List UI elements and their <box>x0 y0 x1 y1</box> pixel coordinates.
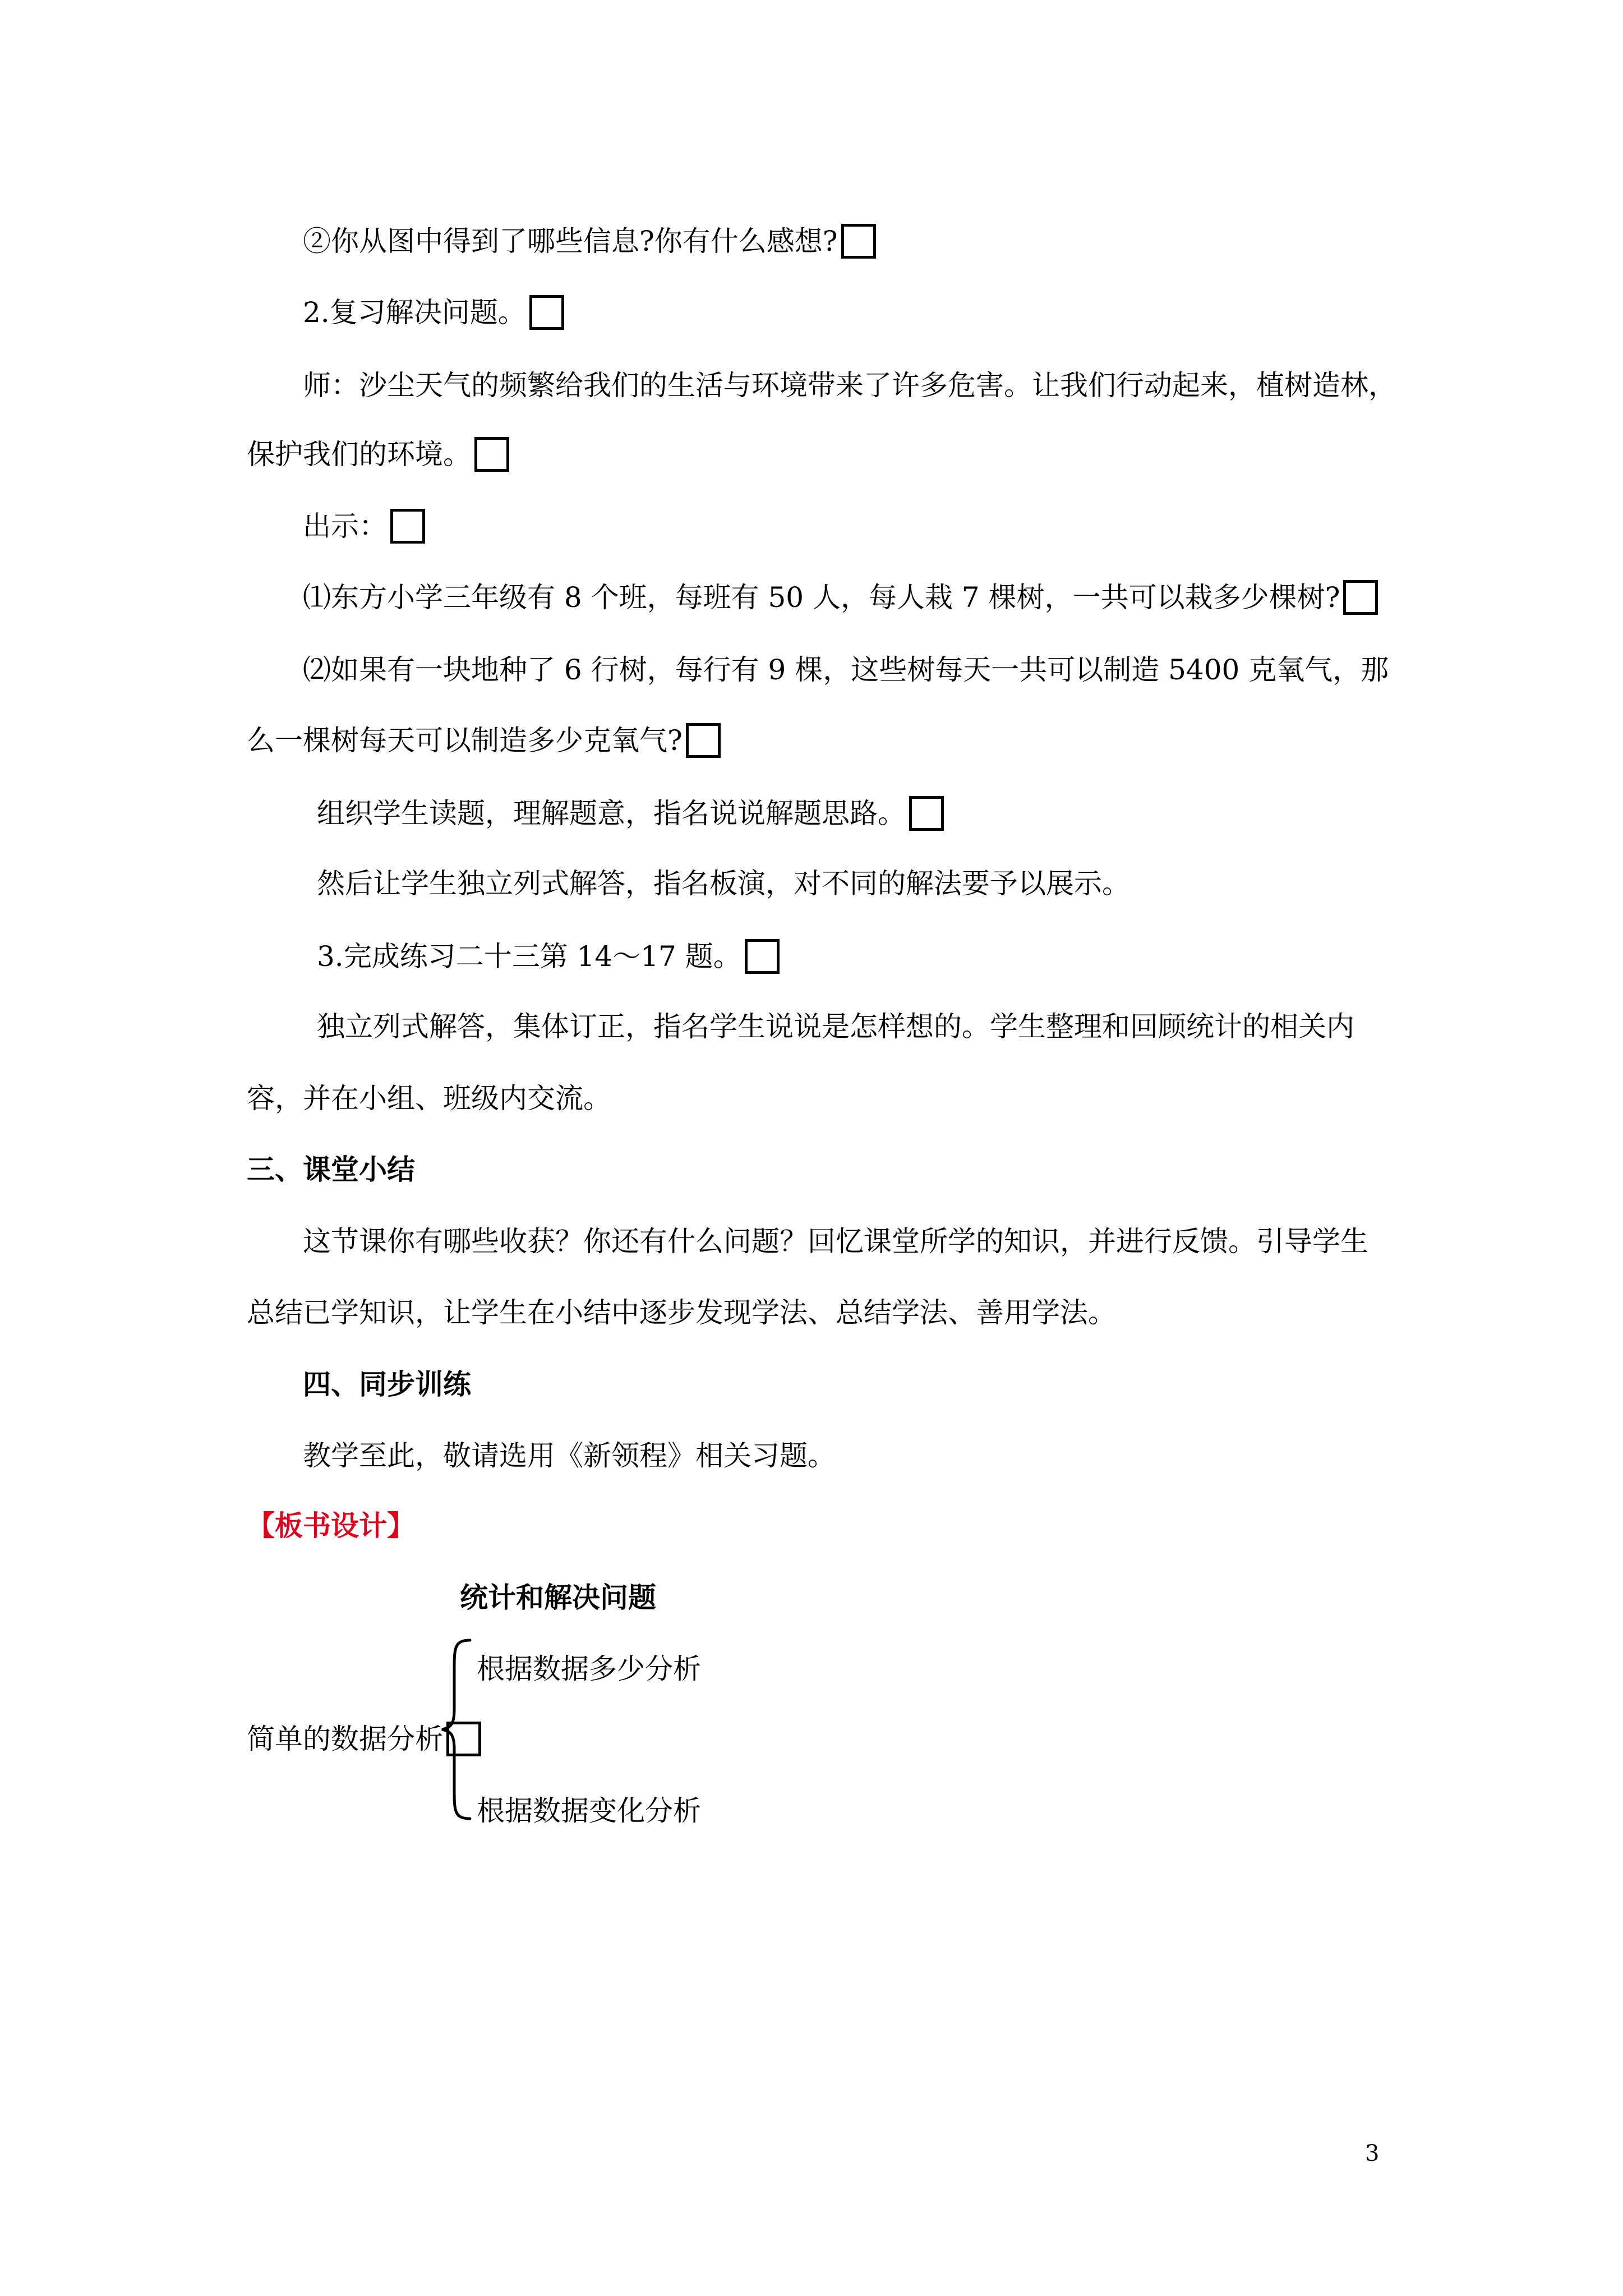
board-design-heading: 【板书设计】 <box>247 1509 415 1542</box>
text-line <box>247 724 721 760</box>
text-line <box>317 940 780 976</box>
line-text: 组织学生读题，理解题意，指名说说解题思路。 <box>317 797 906 830</box>
text-line <box>317 1010 1354 1043</box>
line-text: 保护我们的环境。 <box>247 438 471 471</box>
line-text: 3.完成练习二十三第 14～17 题。 <box>317 940 741 973</box>
line-text: 么一棵树每天可以制造多少克氧气? <box>247 724 683 757</box>
text-line: 教学至此，敬请选用《新领程》相关习题。 <box>303 1439 836 1472</box>
line-text: ⑴东方小学三年级有 8 个班，每班有 50 人，每人栽 7 棵树，一共可以栽多少棵树? <box>303 581 1340 614</box>
section-heading-summary: 三、课堂小结 <box>247 1153 415 1186</box>
page-number: 3 <box>1365 2141 1380 2166</box>
text-line <box>247 438 509 474</box>
line-text: ②你从图中得到了哪些信息?你有什么感想? <box>303 225 838 257</box>
board-left-text: 简单的数据分析 <box>247 1723 443 1755</box>
placeholder-box <box>745 939 780 974</box>
text-line <box>303 509 425 546</box>
text-line: 总结已学知识，让学生在小结中逐步发现学法、总结学法、善用学法。 <box>247 1296 1116 1329</box>
text-line <box>303 296 564 332</box>
placeholder-box <box>390 509 425 544</box>
text-line <box>247 1082 611 1115</box>
line-text: 出示： <box>303 510 387 542</box>
text-line <box>317 797 944 833</box>
text-line <box>303 369 1396 402</box>
board-branch-bottom: 根据数据变化分析 <box>477 1795 701 1827</box>
placeholder-box <box>1343 580 1378 615</box>
line-text: 独立列式解答，集体订正，指名学生说说是怎样想的。学生整理和回顾统计的相关内 <box>317 1010 1354 1043</box>
line-text: 2.复习解决问题。 <box>303 296 526 329</box>
line-text: 容，并在小组、班级内交流。 <box>247 1082 611 1115</box>
line-text: 然后让学生独立列式解答，指名板演，对不同的解法要予以展示。 <box>317 867 1130 900</box>
placeholder-box <box>529 295 564 330</box>
text-line: 这节课你有哪些收获？你还有什么问题？回忆课堂所学的知识，并进行反馈。引导学生 <box>303 1225 1368 1258</box>
line-text: ⑵如果有一块地种了 6 行树，每行有 9 棵，这些树每天一共可以制造 5400 克氧气，那 <box>303 654 1389 686</box>
text-line <box>317 867 1130 900</box>
placeholder-box <box>474 437 509 472</box>
text-line <box>303 653 1389 687</box>
text-line <box>303 581 1378 617</box>
placeholder-box <box>686 723 721 758</box>
section-heading-training: 四、同步训练 <box>303 1368 471 1401</box>
placeholder-box <box>841 224 876 259</box>
board-title: 统计和解决问题 <box>460 1581 656 1614</box>
line-text: 师：沙尘天气的频繁给我们的生活与环境带来了许多危害。让我们行动起来，植树造林， <box>303 369 1396 402</box>
placeholder-box <box>909 796 944 831</box>
board-branch-top: 根据数据多少分析 <box>477 1653 701 1685</box>
curly-brace-icon <box>437 1637 477 1822</box>
text-line <box>303 224 876 261</box>
